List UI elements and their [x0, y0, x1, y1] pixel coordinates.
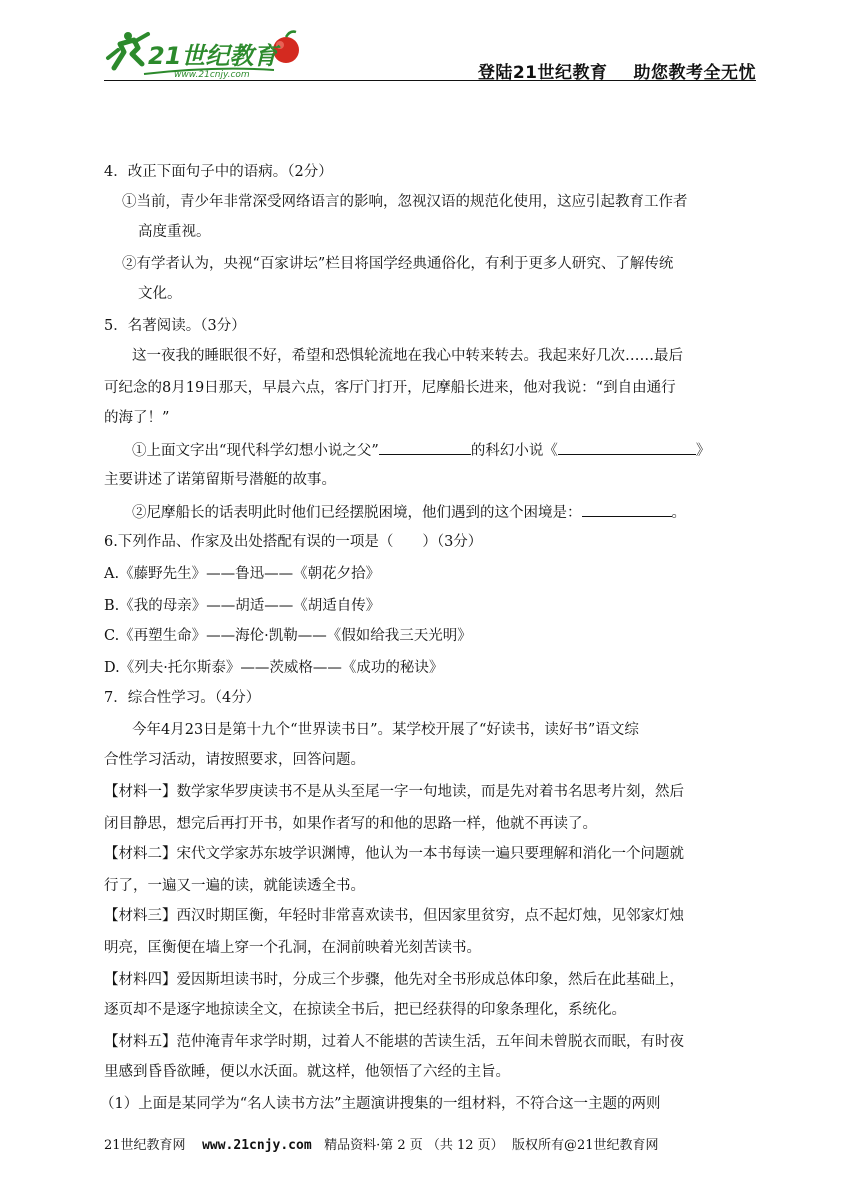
material5-line1: 【材料五】范仲淹青年求学时期，过着人不能堪的苦读生活，五年间未曾脱衣而眠，有时夜	[104, 1034, 684, 1050]
material2-line2: 行了，一遍又一遍的读，就能读透全书。	[104, 878, 365, 894]
footer-url[interactable]: www.21cnjy.com	[202, 1138, 312, 1153]
slogan-left: 登陆21世纪教育	[477, 63, 608, 83]
footer-page-info: 精品资料·第 2 页 （共 12 页）	[324, 1138, 504, 1153]
q6-option-c: C.《再塑生命》——海伦·凯勒——《假如给我三天光明》	[104, 628, 472, 644]
header-divider	[104, 80, 756, 81]
q5-question2: ②尼摩船长的话表明此时他们已经摆脱困境，他们遇到的这个困境是： 。	[132, 502, 686, 523]
q6-option-d: D.《列夫·托尔斯泰》——茨威格——《成功的秘诀》	[104, 660, 444, 676]
material3-line2: 明亮，匡衡便在墙上穿一个孔洞，在洞前映着光刻苦读书。	[104, 940, 481, 956]
q7-intro-line2: 合性学习活动，请按照要求，回答问题。	[104, 752, 365, 768]
q5-passage-line3: 的海了！”	[104, 410, 170, 426]
footer-copyright: 版权所有@21世纪教育网	[511, 1138, 659, 1153]
q6-option-b: B.《我的母亲》——胡适——《胡适自传》	[104, 598, 381, 614]
answer-blank-predicament[interactable]	[582, 502, 672, 517]
q4-sentence1-line2: 高度重视。	[138, 224, 211, 240]
answer-blank-author[interactable]	[379, 440, 471, 455]
slogan-right: 助您教考全无忧	[633, 63, 756, 83]
q5-question1-line1: ①上面文字出“现代科学幻想小说之父” 的科幻小说《 》	[132, 440, 710, 461]
q4-sentence2-line2: 文化。	[138, 286, 182, 302]
answer-blank-novel-title[interactable]	[558, 440, 696, 455]
material2-line1: 【材料二】宋代文学家苏东坡学识渊博，他认为一本书每读一遍只要理解和消化一个问题就	[104, 846, 684, 862]
q4-sentence1-line1: ①当前，青少年非常深受网络语言的影响，忽视汉语的规范化使用，这应引起教育工作者	[122, 194, 688, 210]
logo-21cnjy	[104, 28, 304, 80]
material4-line1: 【材料四】爱因斯坦读书时，分成三个步骤，他先对全书形成总体印象，然后在此基础上，	[104, 972, 684, 988]
material1-line1: 【材料一】数学家华罗庚读书不是从头至尾一字一句地读，而是先对着书名思考片刻，然后	[104, 784, 684, 800]
q5-passage-line2: 可纪念的8月19日那天，早晨六点，客厅门打开，尼摩船长进来，他对我说：“到自由通行	[104, 380, 676, 396]
q5-question1-line2: 主要讲述了诺第留斯号潜艇的故事。	[104, 472, 336, 488]
material5-line2: 里感到昏昏欲睡，便以水沃面。就这样，他领悟了六经的主旨。	[104, 1064, 510, 1080]
q4-sentence2-line1: ②有学者认为，央视“百家讲坛”栏目将国学经典通俗化，有利于更多人研究、了解传统	[122, 256, 674, 272]
material3-line1: 【材料三】西汉时期匡衡，年轻时非常喜欢读书，但因家里贫穷，点不起灯烛，见邻家灯烛	[104, 908, 684, 924]
q7-title: 7．综合性学习。（4分）	[104, 690, 261, 706]
page-footer	[104, 1134, 658, 1153]
footer-site: 21世纪教育网	[104, 1138, 186, 1153]
q7-intro-line1: 今年4月23日是第十九个“世界读书日”。某学校开展了“好读书，读好书”语文综	[132, 722, 639, 738]
svg-text:21世纪教育: 21世纪教育	[148, 42, 278, 70]
material4-line2: 逐页却不是逐字地掠读全文，在掠读全书后，把已经获得的印象条理化，系统化。	[104, 1002, 626, 1018]
q6-title: 6.下列作品、作家及出处搭配有误的一项是（ ）（3分）	[104, 534, 483, 550]
material1-line2: 闭目静思，想完后再打开书，如果作者写的和他的思路一样，他就不再读了。	[104, 816, 597, 832]
q5-passage-line1: 这一夜我的睡眠很不好，希望和恐惧轮流地在我心中转来转去。我起来好几次……最后	[132, 348, 683, 364]
q6-option-a: A.《藤野先生》——鲁迅——《朝花夕拾》	[104, 566, 381, 582]
q4-title: 4．改正下面句子中的语病。（2分）	[104, 164, 333, 180]
q7-subquestion1: （1）上面是某同学为“名人读书方法”主题演讲搜集的一组材料，不符合这一主题的两则	[100, 1096, 661, 1112]
svg-text:www.21cnjy.com: www.21cnjy.com	[174, 70, 250, 80]
page-header	[104, 28, 756, 83]
q5-title: 5．名著阅读。（3分）	[104, 318, 246, 334]
